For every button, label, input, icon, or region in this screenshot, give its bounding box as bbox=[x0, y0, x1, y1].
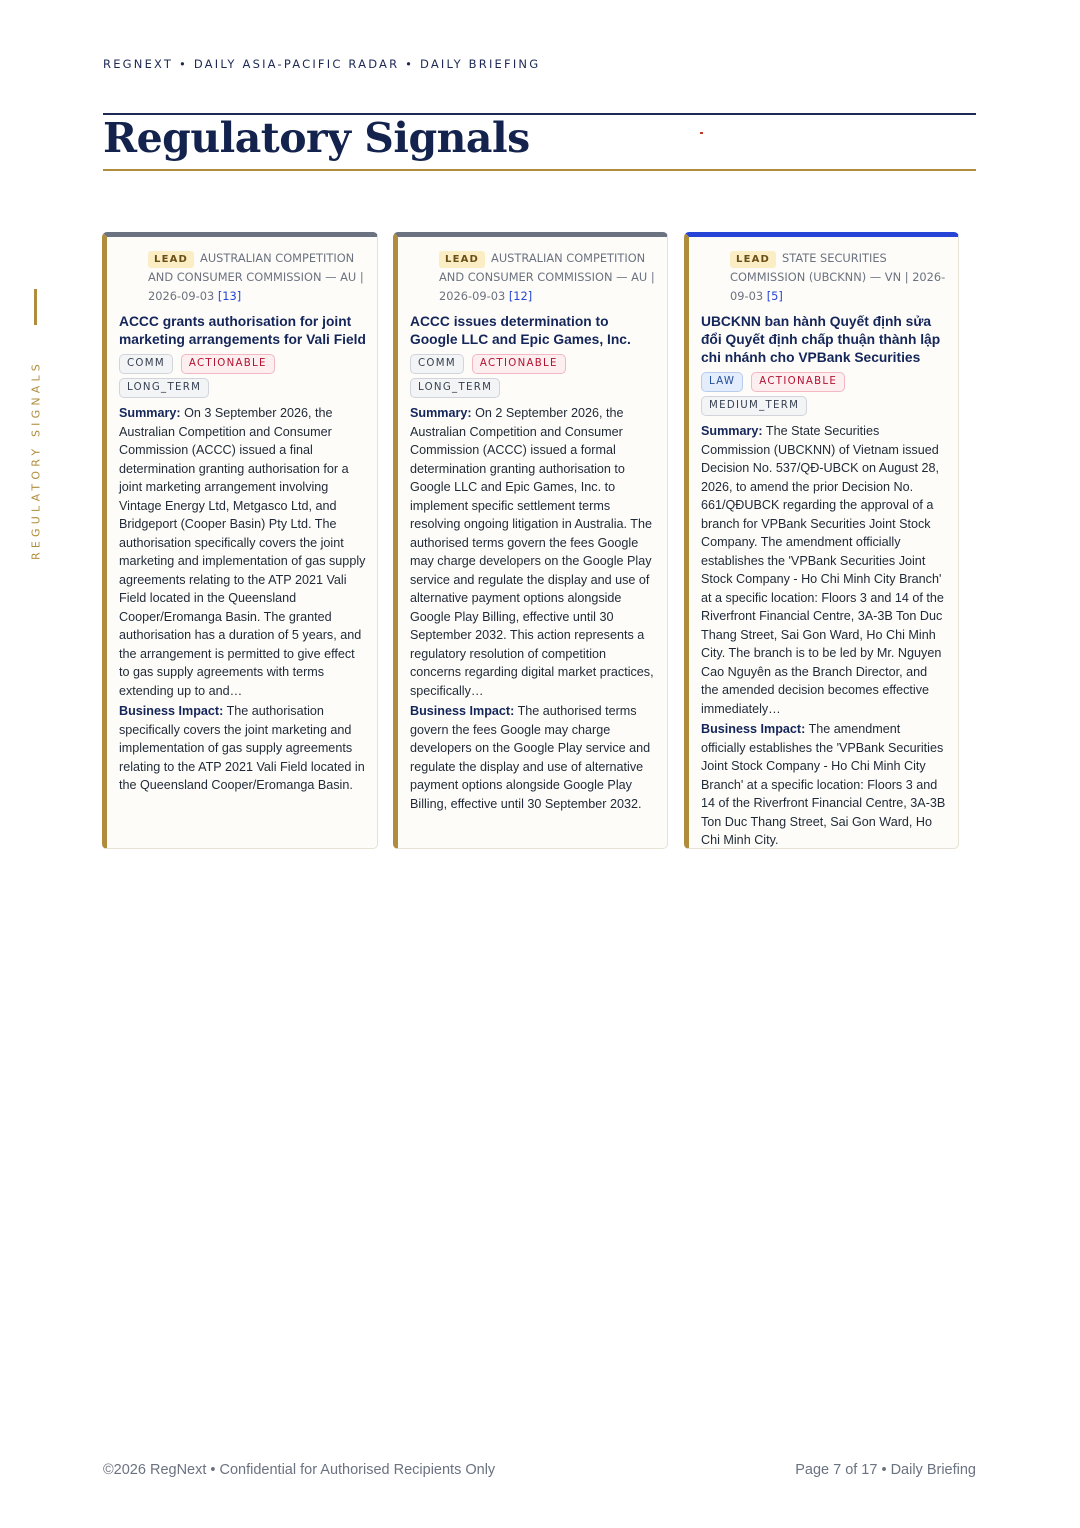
page-title: Regulatory Signals bbox=[103, 114, 530, 162]
card-title[interactable]: UBCKNN ban hành Quyết định sửa đổi Quyết định chấp thuận thành lập chi nhánh cho VPBank Securities bbox=[701, 314, 941, 365]
citation-link[interactable]: [5] bbox=[766, 288, 783, 303]
footer-copyright: ©2026 RegNext • Confidential for Authorised Recipients Only bbox=[103, 1462, 496, 1478]
card-source: AUSTRALIAN COMPETITION AND CONSUMER COMMISSION — AU | 2026-09-03 bbox=[439, 251, 655, 303]
summary-text: The State Securities Commission (UBCKNN) of Vietnam issued Decision No. 537/QĐ-UBCK on August 28, 2026, to amend the prior Decision No. 661/QĐUBCK regarding the approval of a branch for VPBank Securities Joint Stock Company. The amendment officially establishes the 'VPBank Securities Joint Stock Company - Ho Chi Minh City Branch' at a specific location: Floors 3 and 14 of the Riverfront Financial Centre, 3A-3B Ton Duc Thang Street, Sai Gon Ward, Ho Chi Minh City. The branch is to be led by Mr. Nguyen Cao Nguyên as the Branch Director, and the amended decision becomes effective immediately… bbox=[701, 424, 944, 716]
card-source: AUSTRALIAN COMPETITION AND CONSUMER COMMISSION — AU | 2026-09-03 bbox=[148, 251, 364, 303]
tag-term: LONG_TERM bbox=[119, 378, 209, 398]
citation-link[interactable]: [12] bbox=[508, 288, 533, 303]
tag-comm: COMM bbox=[119, 354, 173, 374]
impact-text: The amendment officially establishes the 'VPBank Securities Joint Stock Company - Ho Chi Minh City Branch' at a specific location: Floors 3 and 14 of the Riverfront Financial Centre, 3A-3B Ton Duc Thang Street, Sai Gon Ward, Ho Chi Minh City. bbox=[701, 722, 946, 847]
tag-term: LONG_TERM bbox=[410, 378, 500, 398]
impact-label: Business Impact: bbox=[701, 722, 806, 736]
signal-card[interactable] bbox=[684, 232, 959, 849]
summary-text: On 3 September 2026, the Australian Competition and Consumer Commission (ACCC) issued a final determination granting authorisation for a joint marketing arrangement involving Vintage Energy Ltd, Metgasco Ltd, and Bridgeport (Cooper Basin) Pty Ltd. The authorisation specifically covers the joint marketing and implementation of gas supply agreements relating to the ATP 2021 Vali Field located in the Queensland Cooper/Eromanga Basin. The granted authorisation has a duration of 5 years, and the arrangement is permitted to give effect to gas supply agreements with terms extending up to and… bbox=[119, 406, 366, 698]
impact-text: The authorised terms govern the fees Google may charge developers on the Google Play service and regulate the display and use of alternative payment options alongside Google Play Billing, effective until 30 September 2032. bbox=[410, 704, 651, 811]
summary-text: On 2 September 2026, the Australian Competition and Consumer Commission (ACCC) issued a formal determination granting authorisation to Google LLC and Epic Games, Inc. to implement specific settlement terms resolving ongoing litigation in Australia. The authorised terms govern the fees Google may charge developers on the Google Play service and regulate the display and use of alternative payment options alongside Google Play Billing, effective until 30 September 2032. This action represents a regulatory resolution of competition concerns regarding digital market practices, specifically… bbox=[410, 406, 654, 698]
lead-badge: LEAD bbox=[148, 251, 194, 268]
report-breadcrumb: REGNEXT • DAILY ASIA-PACIFIC RADAR • DAILY BRIEFING bbox=[103, 57, 541, 71]
card-business-impact bbox=[410, 702, 657, 813]
card-business-impact bbox=[119, 702, 367, 795]
summary-label: Summary: bbox=[119, 406, 181, 420]
card-summary bbox=[410, 404, 657, 700]
impact-text: The authorisation specifically covers the joint marketing and implementation of gas supply agreements relating to the ATP 2021 Vali Field located in the Queensland Cooper/Eromanga Basin. bbox=[119, 704, 365, 792]
card-source: STATE SECURITIES COMMISSION (UBCKNN) — VN | 2026-09-03 bbox=[730, 251, 946, 303]
card-meta bbox=[410, 249, 657, 305]
card-title[interactable]: ACCC grants authorisation for joint marketing arrangements for Vali Field bbox=[119, 314, 366, 347]
accent-tick bbox=[700, 132, 703, 134]
tag-term: MEDIUM_TERM bbox=[701, 396, 807, 416]
tag-actionable: ACTIONABLE bbox=[472, 354, 566, 374]
side-accent-bar bbox=[34, 289, 37, 325]
impact-label: Business Impact: bbox=[119, 704, 224, 718]
summary-label: Summary: bbox=[410, 406, 472, 420]
tag-comm: COMM bbox=[410, 354, 464, 374]
lead-badge: LEAD bbox=[439, 251, 485, 268]
tag-list bbox=[701, 370, 948, 418]
tag-law: LAW bbox=[701, 372, 743, 392]
side-section-label: REGULATORY SIGNALS bbox=[29, 360, 43, 560]
card-meta bbox=[119, 249, 367, 305]
impact-label: Business Impact: bbox=[410, 704, 515, 718]
signal-card[interactable] bbox=[393, 232, 668, 849]
title-rule-bottom bbox=[103, 169, 976, 171]
tag-actionable: ACTIONABLE bbox=[751, 372, 845, 392]
summary-label: Summary: bbox=[701, 424, 763, 438]
tag-actionable: ACTIONABLE bbox=[181, 354, 275, 374]
card-summary bbox=[701, 422, 948, 718]
tag-list bbox=[119, 352, 367, 400]
citation-link[interactable]: [13] bbox=[217, 288, 242, 303]
card-title[interactable]: ACCC issues determination to Google LLC and Epic Games, Inc. bbox=[410, 314, 631, 347]
signal-card[interactable] bbox=[102, 232, 378, 849]
footer-page-number: Page 7 of 17 • Daily Briefing bbox=[795, 1462, 976, 1478]
card-summary bbox=[119, 404, 367, 700]
card-meta bbox=[701, 249, 948, 305]
lead-badge: LEAD bbox=[730, 251, 776, 268]
card-business-impact bbox=[701, 720, 948, 849]
tag-list bbox=[410, 352, 657, 400]
